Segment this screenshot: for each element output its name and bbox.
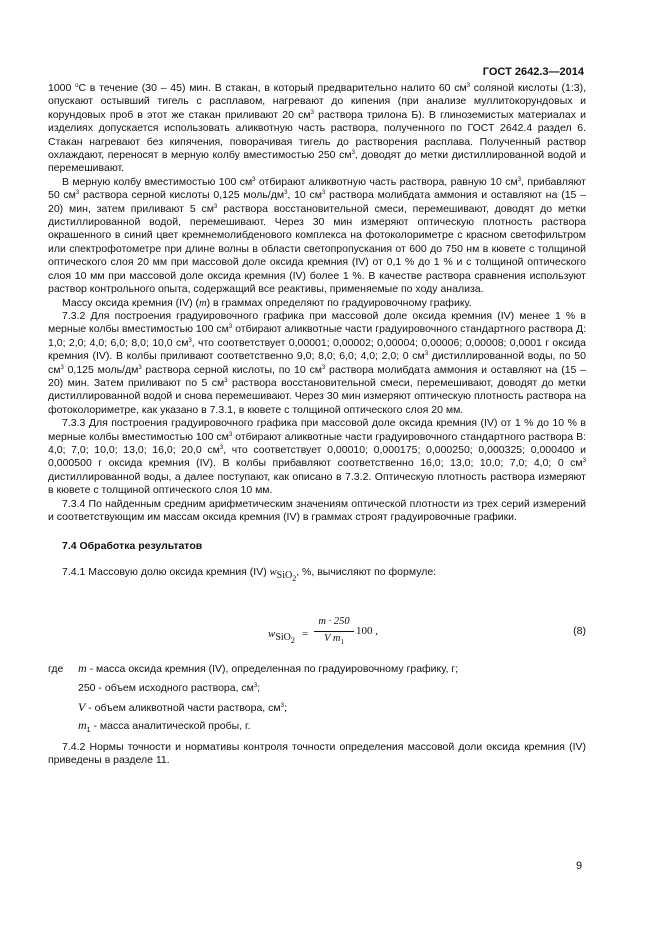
paragraph: В мерную колбу вместимостью 100 $см^3$ отбирают аликвотную часть раствора, равную 10 $см^3$, прибавляют 50 $см^3$ раствора серной кислоты 0,125 моль/$дм^3$, 10 $см^3$ раствора молибдата аммония и оставляют на (15 – 20) мин, затем приливают 5 $см^3$ раствора восстановительной смеси, перемешивают, доводят до метки дистиллированной водой, перемешивают. Через 30 мин измеряют оптическую плотность раствора окрашенного в синий цвет кремнемолибденового комплекса на фотоколориметре с красном светофильтром или спектрофотометре при длине волны в области светопропускания от 600 до 750 нм в кювете с толщиной оптического слоя 20 мм при массовой доле оксида кремния (IV) от 0,1 % до 1 % и с толщиной оптического слоя 10 мм при массовой доле оксида кремния (IV) более 1 %. В качестве раствора сравнения используют раствор контрольного опыта, содержащий все реактивы, применяемые по ходу анализа. [48,175,586,296]
where-250: 250 - объем исходного раствора, $см^3$; [78,682,261,694]
formula-lhs: $w_{SiO_2}$ [268,628,295,646]
document-header: ГОСТ 2642.3—2014 [482,66,584,78]
paragraph: Массу оксида кремния (IV) (m) в граммах определяют по градуировочному графику. [62,296,472,309]
where-m: m - масса оксида кремния (IV), определенная по градуировочному графику, г; [78,661,459,675]
section-heading: 7.4 Обработка результатов [62,540,203,553]
paragraph: 7.3.4 По найденным средним арифметическим значениям оптической плотности из трех серий измерений и соответствующим им массам оксида кремния (IV) в граммах строят градуировочные графики. [48,497,586,523]
formula-equals: = [302,628,309,640]
page-number: 9 [576,860,583,872]
paragraph: 1000 $^о$С в течение (30 – 45) мин. В стакан, в который предварительно налито 60 $см^3$ соляной кислоты (1:3), опускают остывший тигель с расплавом, нагревают до кипения (при анализе муллитокорундовых и корундовых проб в этот же стакан приливают 20 $см^3$ раствора трилона Б). В глиноземистых материалах и изделиях допускается использовать аликвотную часть раствора, полученного по ГОСТ 2642.4 раздел 6. Стакан нагревают без кипячения, поворачивая тигель до растворения расплава. Полученный раствор охлаждают, переносят в мерную колбу вместимостью 250 $см^3$, доводят до метки дистиллированной водой и перемешивают. [48,82,586,175]
document-body [48,82,586,585]
formula-numerator: m · 250 [318,616,350,627]
formula-factor: 100 , [356,625,378,637]
formula-denominator: V $m_1$ [324,633,344,647]
fraction-bar [314,631,354,632]
where-v: V - объем аликвотной части раствора, $см^3$; [78,700,287,714]
paragraph: 7.3.2 Для построения градуировочного графика при массовой доле оксида кремния (IV) менее 1 % в мерные колбы вместимостью 100 $см^3$ отбирают аликвотные части градуировочного стандартного раствора Д: 1,0; 2,0; 4,0; 6,0; 8,0; 10,0 $см^3$, что соответствует 0,00001; 0,00002; 0,00004; 0,00006; 0,00008; 0,0001 г оксида кремния (IV). В колбы приливают соответственно 9,0; 8,0; 6,0; 4,0; 2,0; 0 $см^3$ дистиллированной воды, по 50 $см^3$ 0,125 моль/$дм^3$ раствора серной кислоты, по 10 $см^3$ раствора молибдата аммония и оставляют на (15 – 20) мин. Затем приливают по 5 $см^3$ раствора восстановительной смеси, перемешивают, доводят до метки дистиллированной водой и снова перемешивают. Через 30 мин измеряют оптическую плотность раствора на фотоколориметре, как указано в 7.3.1, в кювете с толщиной оптического слоя 20 мм. [48,309,587,416]
formula-8 [268,616,586,654]
paragraph: 7.4.2 Нормы точности и нормативы контроля точности определения массовой доли оксида кремния (IV) приведены в разделе 11. [48,741,586,767]
formula-number: (8) [573,625,586,637]
where-label: где [48,663,64,675]
where-m1: $m_1$ - масса аналитической пробы, г. [78,718,251,735]
document-body-end [48,741,586,768]
paragraph: 7.3.3 Для построения градуировочного графика при массовой доле оксида кремния (IV) от 1 % до 10 % в мерные колбы вместимостью 100 $см^3$ отбирают аликвотные части градуировочного стандартного раствора В: 4,0; 7,0; 10,0; 13,0; 16,0; 20,0 $см^3$, что соответствует 0,00010; 0,000175; 0,000250; 0,000325; 0,000400 и 0,000500 г оксида кремния (IV). В колбы прибавляют соответственно 16,0; 13,0; 10,0; 7,0; 4,0; 0 $см^3$ дистиллированной воды, а далее поступают, как описано в 7.3.2. Оптическую плотность раствора измеряют в кювете с толщиной оптического слоя 10 мм. [48,417,587,497]
paragraph: 7.4.1 Массовую долю оксида кремния (IV) $w_{SiO_2}$, %, вычисляют по формуле: [62,565,437,583]
